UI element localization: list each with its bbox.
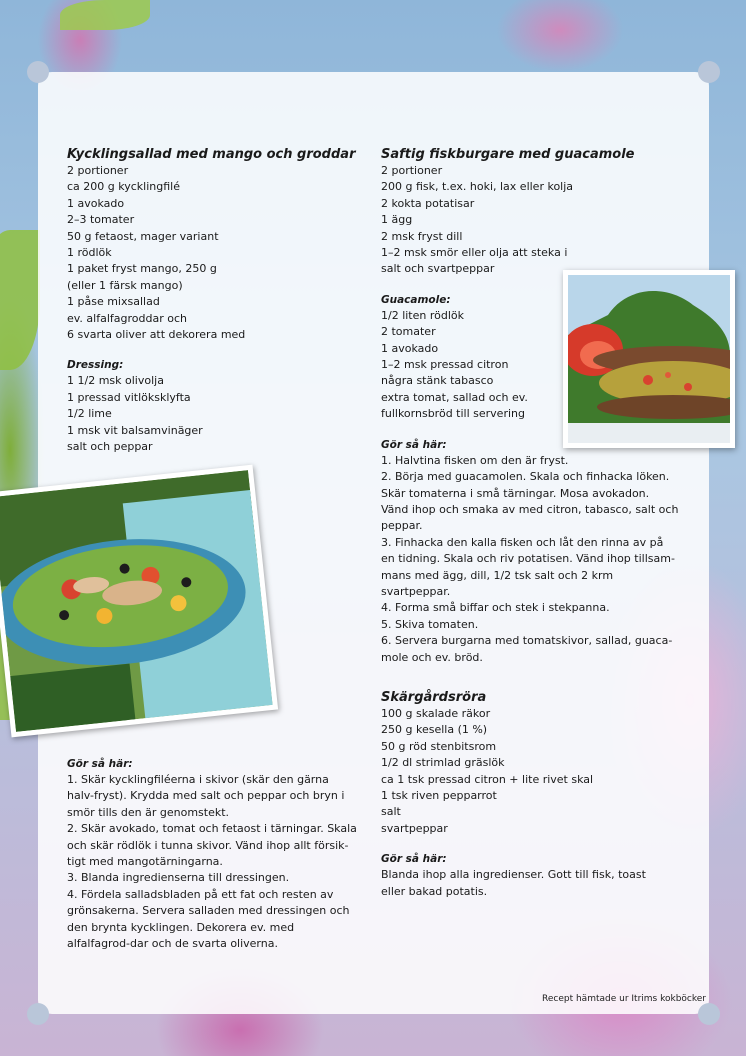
- recipe3-steps-heading: Gör så här:: [381, 853, 447, 866]
- recipe3-steps: Blanda ihop alla ingredienser. Gott till fisk, toast eller bakad potatis.: [381, 868, 646, 898]
- ingredient: ca 1 tsk pressad citron + lite rivet skal: [381, 772, 594, 786]
- recipe1-steps-column: [67, 756, 359, 952]
- ingredient: ev. alfalfagroddar och: [67, 311, 187, 325]
- recipe2-steps: 1. Halvtina fisken om den är fryst. 2. Börja med guacamolen. Skala och finhacka löken. Skär tomaterna i små tärningar. Mosa avokadon. Vänd ihop och smaka av med citron, tabasco, salt och peppar. 3. Finhacka den kalla fisken och låt den rinna av på en tidning. Skala och riv potatisen. Vänd ihop tillsam-mans med ägg, dill, 1/2 tsk salt och 2 krm svartpeppar. 4. Forma små biffar och stek i stekpanna. 5. Skiva tomaten. 6. Servera burgarna med tomatskivor, sallad, guaca-mole och ev. bröd.: [381, 453, 679, 664]
- source-credit: Recept hämtade ur Itrims kokböcker: [542, 994, 706, 1004]
- burger-image: [568, 275, 730, 443]
- ingredient: 2 msk fryst dill: [381, 229, 463, 243]
- ingredient: 1 tsk riven pepparrot: [381, 789, 497, 803]
- ingredient: 1–2 msk smör eller olja att steka i: [381, 246, 568, 260]
- ingredient: salt: [381, 805, 401, 819]
- card-corner-notch: [27, 1003, 49, 1025]
- ingredient: (eller 1 färsk mango): [67, 278, 183, 292]
- ingredient: 1 1/2 msk olivolja: [67, 374, 164, 388]
- ingredient: 1/2 liten rödlök: [381, 308, 465, 322]
- ingredient: 6 svarta oliver att dekorera med: [67, 328, 246, 342]
- ingredient: 1–2 msk pressad citron: [381, 358, 509, 372]
- ingredient: ca 200 g kycklingfilé: [67, 180, 180, 194]
- card-corner-notch: [698, 1003, 720, 1025]
- ingredient: 2 portioner: [67, 164, 129, 177]
- ingredient: salt och svartpeppar: [381, 262, 495, 276]
- ingredient: 1 avokado: [381, 341, 439, 355]
- recipe3-title: Skärgårdsröra: [381, 690, 487, 705]
- ingredient: 2 kokta potatisar: [381, 196, 475, 210]
- guacamole-heading: Guacamole:: [381, 293, 451, 306]
- recipe3-column: [381, 689, 681, 900]
- ingredient: 250 g kesella (1 %): [381, 723, 488, 737]
- card-corner-notch: [698, 61, 720, 83]
- background-leaf: [0, 230, 40, 370]
- recipe1-column: [67, 146, 357, 456]
- ingredient: 50 g fetaost, mager variant: [67, 229, 219, 243]
- salad-image: [0, 470, 273, 732]
- card-corner-notch: [27, 61, 49, 83]
- recipe1-steps: 1. Skär kycklingfiléerna i skivor (skär den gärna halv-fryst). Krydda med salt och peppar och bryn i smör tills den är genomstekt. 2. Skär avokado, tomat och fetaost i tärningar. Skala och skär rödlök i tunna skivor. Vänd ihop allt försik-tigt med mangotärningarna. 3. Blanda ingredienserna till dressingen. 4. Fördela salladsbladen på ett fat och resten av grönsakerna. Servera salladen med dressingen och den brynta kycklingen. Dekorera ev. med alfalfagrod-dar och de svarta oliverna.: [67, 773, 357, 951]
- recipe2-steps-heading: Gör så här:: [381, 438, 447, 451]
- burger-photo: [563, 270, 735, 448]
- ingredient: 1 ägg: [381, 213, 413, 227]
- ingredient: 1 pressad vitlöksklyfta: [67, 390, 191, 404]
- ingredient: 1 avokado: [67, 196, 125, 210]
- recipe1-title: Kycklingsallad med mango och groddar: [67, 147, 356, 162]
- recipe1-ingredients: [67, 163, 357, 343]
- ingredient: 2 portioner: [381, 164, 443, 177]
- ingredient: salt och peppar: [67, 440, 153, 454]
- ingredient: 1 msk vit balsamvinäger: [67, 423, 203, 437]
- ingredient: fullkornsbröd till servering: [381, 407, 525, 421]
- ingredient: 1/2 lime: [67, 407, 112, 421]
- dressing-ingredients: [67, 373, 357, 455]
- ingredient: några stänk tabasco: [381, 374, 494, 388]
- ingredient: 1 påse mixsallad: [67, 295, 160, 309]
- recipe1-steps-heading: Gör så här:: [67, 758, 133, 770]
- ingredient: 1/2 dl strimlad gräslök: [381, 756, 505, 770]
- ingredient: 100 g skalade räkor: [381, 707, 491, 720]
- ingredient: 2–3 tomater: [67, 213, 135, 227]
- dressing-heading: Dressing:: [67, 359, 124, 372]
- recipe3-ingredients: [381, 706, 681, 837]
- ingredient: 2 tomater: [381, 325, 436, 339]
- recipe2-title: Saftig fiskburgare med guacamole: [381, 147, 635, 162]
- ingredient: svartpeppar: [381, 821, 448, 835]
- ingredient: 200 g fisk, t.ex. hoki, lax eller kolja: [381, 180, 574, 194]
- ingredient: 1 paket fryst mango, 250 g: [67, 262, 217, 276]
- recipe2-ingredients: [381, 163, 681, 278]
- ingredient: extra tomat, sallad och ev.: [381, 390, 528, 404]
- ingredient: 1 rödlök: [67, 246, 112, 260]
- background-leaf: [60, 0, 150, 30]
- salad-photo: [0, 465, 278, 738]
- ingredient: 50 g röd stenbitsrom: [381, 739, 497, 753]
